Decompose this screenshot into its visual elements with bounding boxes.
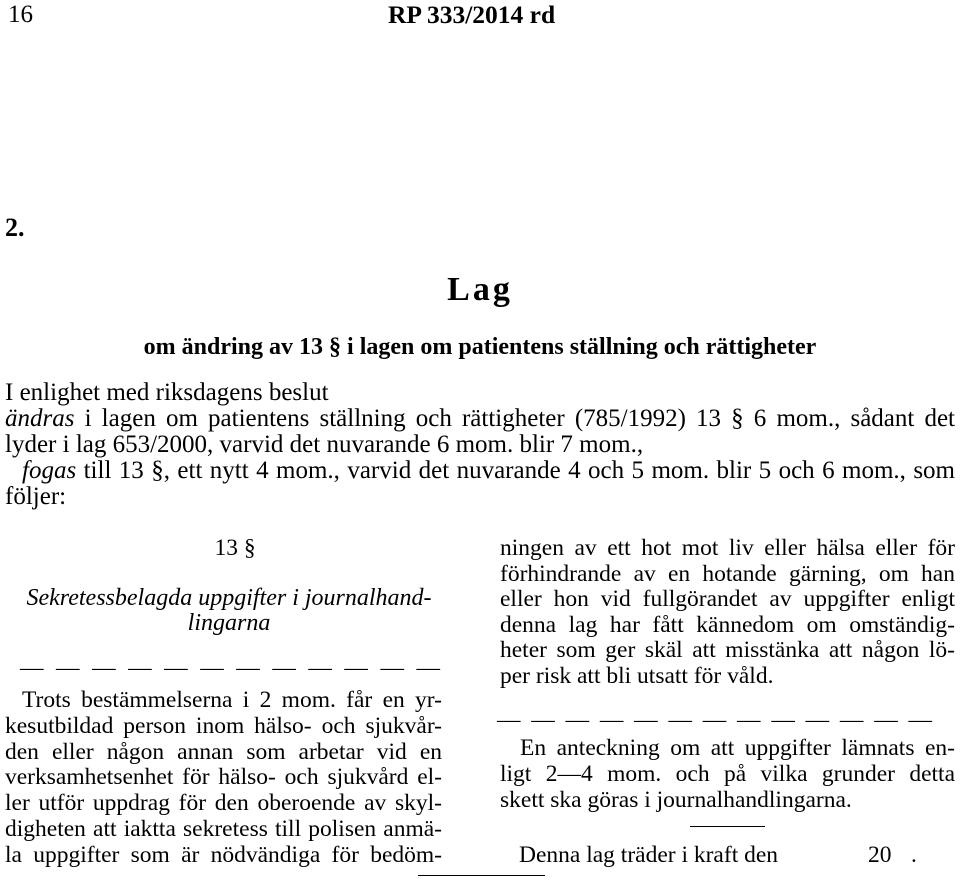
omission-mark: — — — — — — — — — — — — <box>20 655 440 681</box>
preamble-amend-continuation: lyder i lag 653/2000, varvid det nuvarande 6 mom. blir 7 mom., <box>5 431 644 458</box>
amend-text: i lagen om patientens ställning och rättigheter (785/1992) 13 § 6 mom., sådant det <box>84 405 956 432</box>
body-line: eller hon vid fullgörandet av uppgifter enligt <box>500 586 955 612</box>
entry-into-force-end: . <box>911 842 917 868</box>
body-line: ligt 2—4 mom. och på vilka grunder detta <box>500 761 955 787</box>
end-of-section-rule <box>690 826 765 827</box>
body-line: den eller någon annan som arbetar vid en <box>5 738 442 765</box>
preamble-add-line <box>22 458 955 484</box>
section-heading-line: Sekretessbelagda uppgifter i journalhand- <box>26 585 432 611</box>
section-label: 13 § <box>214 535 256 561</box>
body-line: digheten att iaktta sekretess till polisen anmä- <box>5 816 442 842</box>
body-line: ler utför uppdrag för den oberoende av skyl- <box>5 790 442 817</box>
preamble-intro: I enlighet med riksdagens beslut <box>5 379 329 406</box>
body-line: skett ska göras i journalhandlingarna. <box>500 787 852 813</box>
body-line: verksamhetsenhet för hälso- och sjukvård el- <box>5 764 442 791</box>
body-line: per risk att bli utsatt för våld. <box>500 662 774 689</box>
body-line: heter som ger skäl att misstänka att någon lö- <box>500 637 955 663</box>
law-subtitle: om ändring av 13 § i lagen om patientens ställning och rättigheter <box>143 334 817 360</box>
body-line: Trots bestämmelserna i 2 mom. får en yr- <box>22 687 442 713</box>
section-number: 2. <box>5 213 25 242</box>
body-line: denna lag har fått kännedom om omständig- <box>500 611 955 638</box>
page-number: 16 <box>8 1 33 28</box>
section-heading-line: lingarna <box>187 610 271 636</box>
amend-verb: ändras <box>5 405 75 432</box>
omission-mark: — — — — — — — — — — — — — <box>497 707 932 733</box>
preamble-amend-line <box>5 406 955 432</box>
entry-into-force-text: Denna lag träder i kraft den <box>519 842 779 868</box>
add-text: till 13 §, ett nytt 4 mom., varvid det nuvarande 4 och 5 mom. blir 5 och 6 mom., som <box>83 457 955 484</box>
document-id: RP 333/2014 rd <box>388 0 556 29</box>
preamble-add-continuation: följer: <box>5 483 67 510</box>
closing-rule <box>418 875 545 876</box>
entry-into-force-year: 20 <box>868 842 892 868</box>
body-line: ningen av ett hot mot liv eller hälsa eller för <box>500 535 955 561</box>
body-line: la uppgifter som är nödvändiga för bedöm- <box>5 841 442 868</box>
body-line: förhindrande av en hotande gärning, om han <box>500 560 955 587</box>
law-title: Lag <box>447 271 513 308</box>
body-line: kesutbildad person inom hälso- och sjukvår- <box>5 712 442 739</box>
body-line: En anteckning om att uppgifter lämnats en- <box>520 735 955 761</box>
add-verb: fogas <box>22 457 77 484</box>
